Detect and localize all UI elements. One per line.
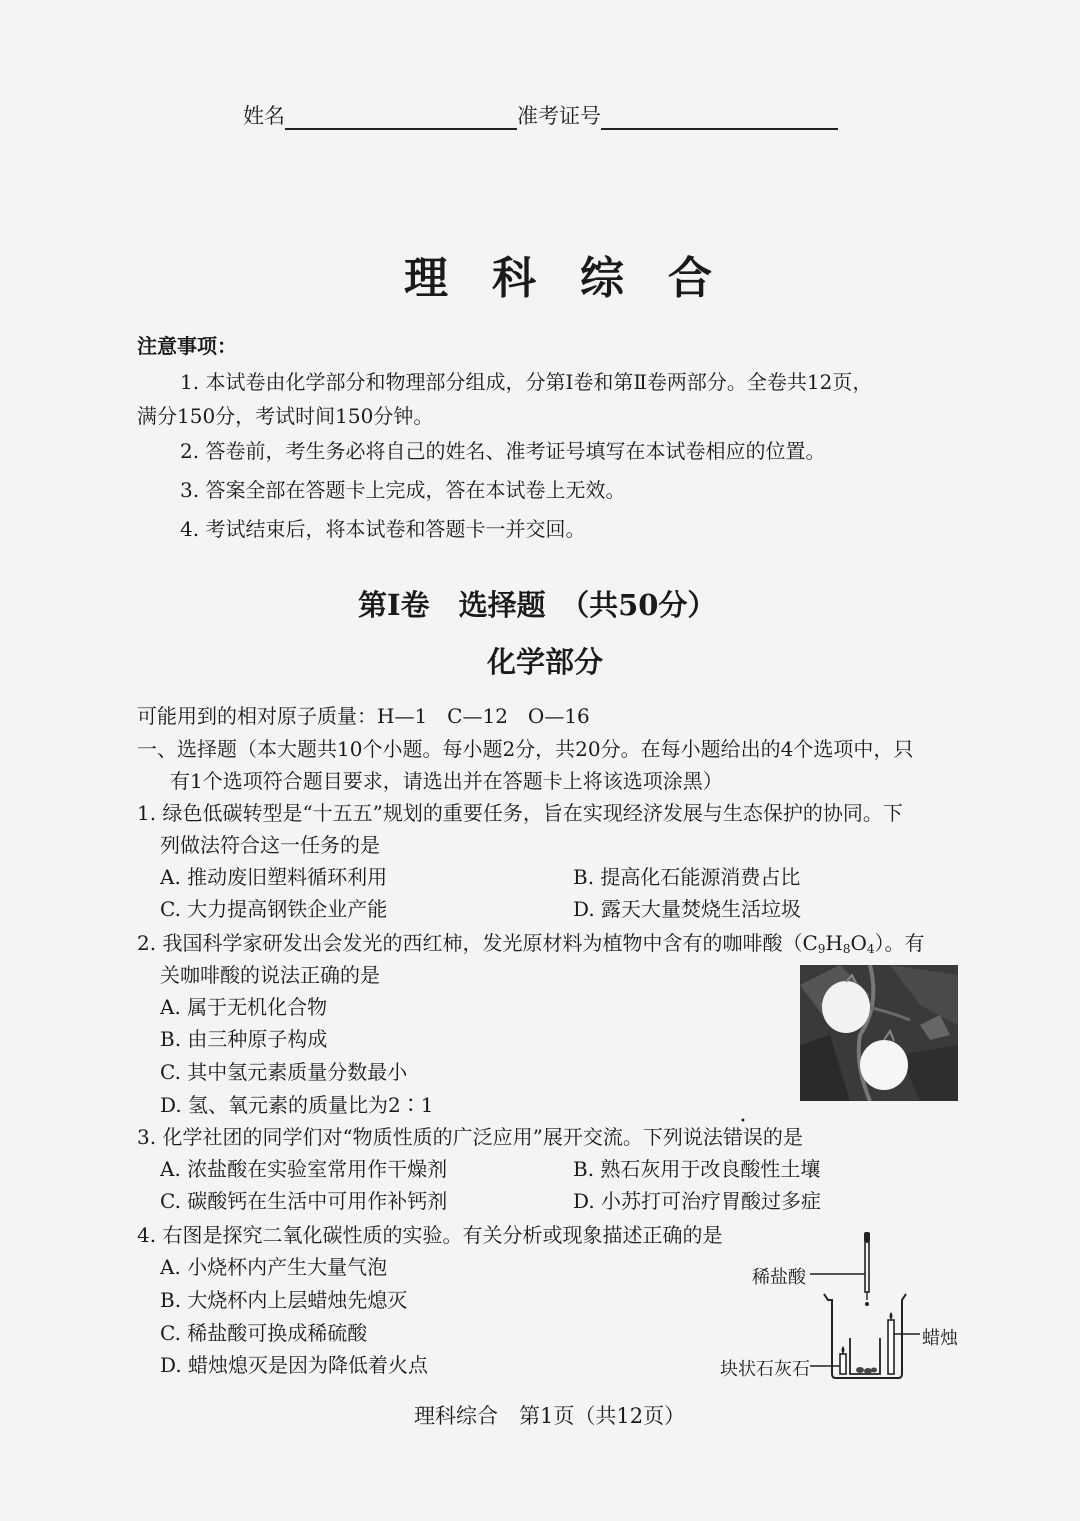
q2-option-b: B. 由三种原子构成	[160, 1027, 328, 1051]
q2-option-a: A. 属于无机化合物	[160, 995, 328, 1019]
exam-id-blank[interactable]	[601, 106, 838, 130]
q4-option-c: C. 稀盐酸可换成稀硫酸	[160, 1321, 368, 1345]
q3-emphasis: 错误	[722, 1125, 763, 1149]
exam-id-label: 准考证号	[517, 104, 601, 128]
q3-stem-end: 的是	[762, 1125, 803, 1149]
q1-option-c: C. 大力提高钢铁企业产能	[160, 897, 388, 921]
q4-option-d: D. 蜡烛熄灭是因为降低着火点	[160, 1353, 429, 1377]
q4-option-b: B. 大烧杯内上层蜡烛先熄灭	[160, 1288, 408, 1312]
q3-option-a: A. 浓盐酸在实验室常用作干燥剂	[160, 1157, 448, 1181]
q2-formula-h: H	[825, 931, 843, 955]
q1-stem: 1. 绿色低碳转型是“十五五”规划的重要任务，旨在实现经济发展与生态保护的协同。下	[137, 801, 903, 825]
figure-label-acid: 稀盐酸	[752, 1267, 806, 1288]
q1-stem-cont: 列做法符合这一任务的是	[160, 833, 380, 857]
name-field	[243, 100, 838, 130]
name-label: 姓名	[243, 104, 285, 128]
notice-item-3: 3. 答案全部在答题卡上完成，答在本试卷上无效。	[180, 478, 626, 502]
q3-option-c: C. 碳酸钙在生活中可用作补钙剂	[160, 1189, 448, 1213]
q3-option-d: D. 小苏打可治疗胃酸过多症	[573, 1189, 822, 1213]
q2-formula-c: 9	[817, 942, 826, 956]
notice-item-1: 1. 本试卷由化学部分和物理部分组成，分第Ⅰ卷和第Ⅱ卷两部分。全卷共12页，	[180, 370, 873, 394]
q2-stem-end: ）。有	[874, 931, 925, 955]
notice-item-2: 2. 答卷前，考生务必将自己的姓名、准考证号填写在本试卷相应的位置。	[180, 439, 826, 463]
notice-item-1-cont: 满分150分，考试时间150分钟。	[137, 404, 434, 428]
q2-formula-hn: 8	[842, 942, 851, 956]
co2-experiment-figure	[810, 1228, 920, 1388]
page-title: 理科综合	[404, 253, 756, 304]
page-footer: 理科综合 第1页（共12页）	[414, 1404, 686, 1428]
glowing-tomato-photo	[800, 965, 958, 1101]
q3-option-b: B. 熟石灰用于改良酸性土壤	[573, 1157, 821, 1181]
section-subtitle: 化学部分	[487, 645, 604, 679]
q2-stem-cont: 关咖啡酸的说法正确的是	[160, 963, 380, 987]
q4-option-a: A. 小烧杯内产生大量气泡	[160, 1255, 388, 1279]
q3-stem	[137, 1121, 803, 1150]
q1-option-b: B. 提高化石能源消费占比	[573, 865, 801, 889]
instructions-cont: 有1个选项符合题目要求，请选出并在答题卡上将该选项涂黑）	[170, 769, 723, 793]
name-blank[interactable]	[285, 106, 517, 130]
q4-stem: 4. 右图是探究二氧化碳性质的实验。有关分析或现象描述正确的是	[137, 1223, 723, 1247]
q2-option-c: C. 其中氢元素质量分数最小	[160, 1060, 408, 1084]
q2-option-d: D. 氢、氧元素的质量比为2∶1	[160, 1093, 434, 1117]
atomic-mass-note: 可能用到的相对原子质量：H—1 C—12 O—16	[137, 704, 590, 728]
figure-label-candle: 蜡烛	[922, 1328, 958, 1349]
figure-label-stone: 块状石灰石	[720, 1359, 810, 1380]
q2-formula-on: 4	[866, 942, 875, 956]
notice-item-4: 4. 考试结束后，将本试卷和答题卡一并交回。	[180, 517, 586, 541]
q1-option-d: D. 露天大量焚烧生活垃圾	[573, 897, 802, 921]
q3-stem-text: 3. 化学社团的同学们对“物质性质的广泛应用”展开交流。下列说法	[137, 1125, 723, 1149]
q1-option-a: A. 推动废旧塑料循环利用	[160, 865, 388, 889]
q2-stem	[137, 927, 925, 956]
notice-heading: 注意事项：	[137, 334, 237, 358]
instructions: 一、选择题（本大题共10个小题。每小题2分，共20分。在每小题给出的4个选项中，只	[137, 737, 914, 761]
q2-stem-text: 2. 我国科学家研发出会发光的西红柿，发光原材料为植物中含有的咖啡酸（C	[137, 931, 818, 955]
section-title: 第Ⅰ卷 选择题 （共50分）	[358, 588, 717, 622]
q2-formula-o: O	[850, 931, 867, 955]
